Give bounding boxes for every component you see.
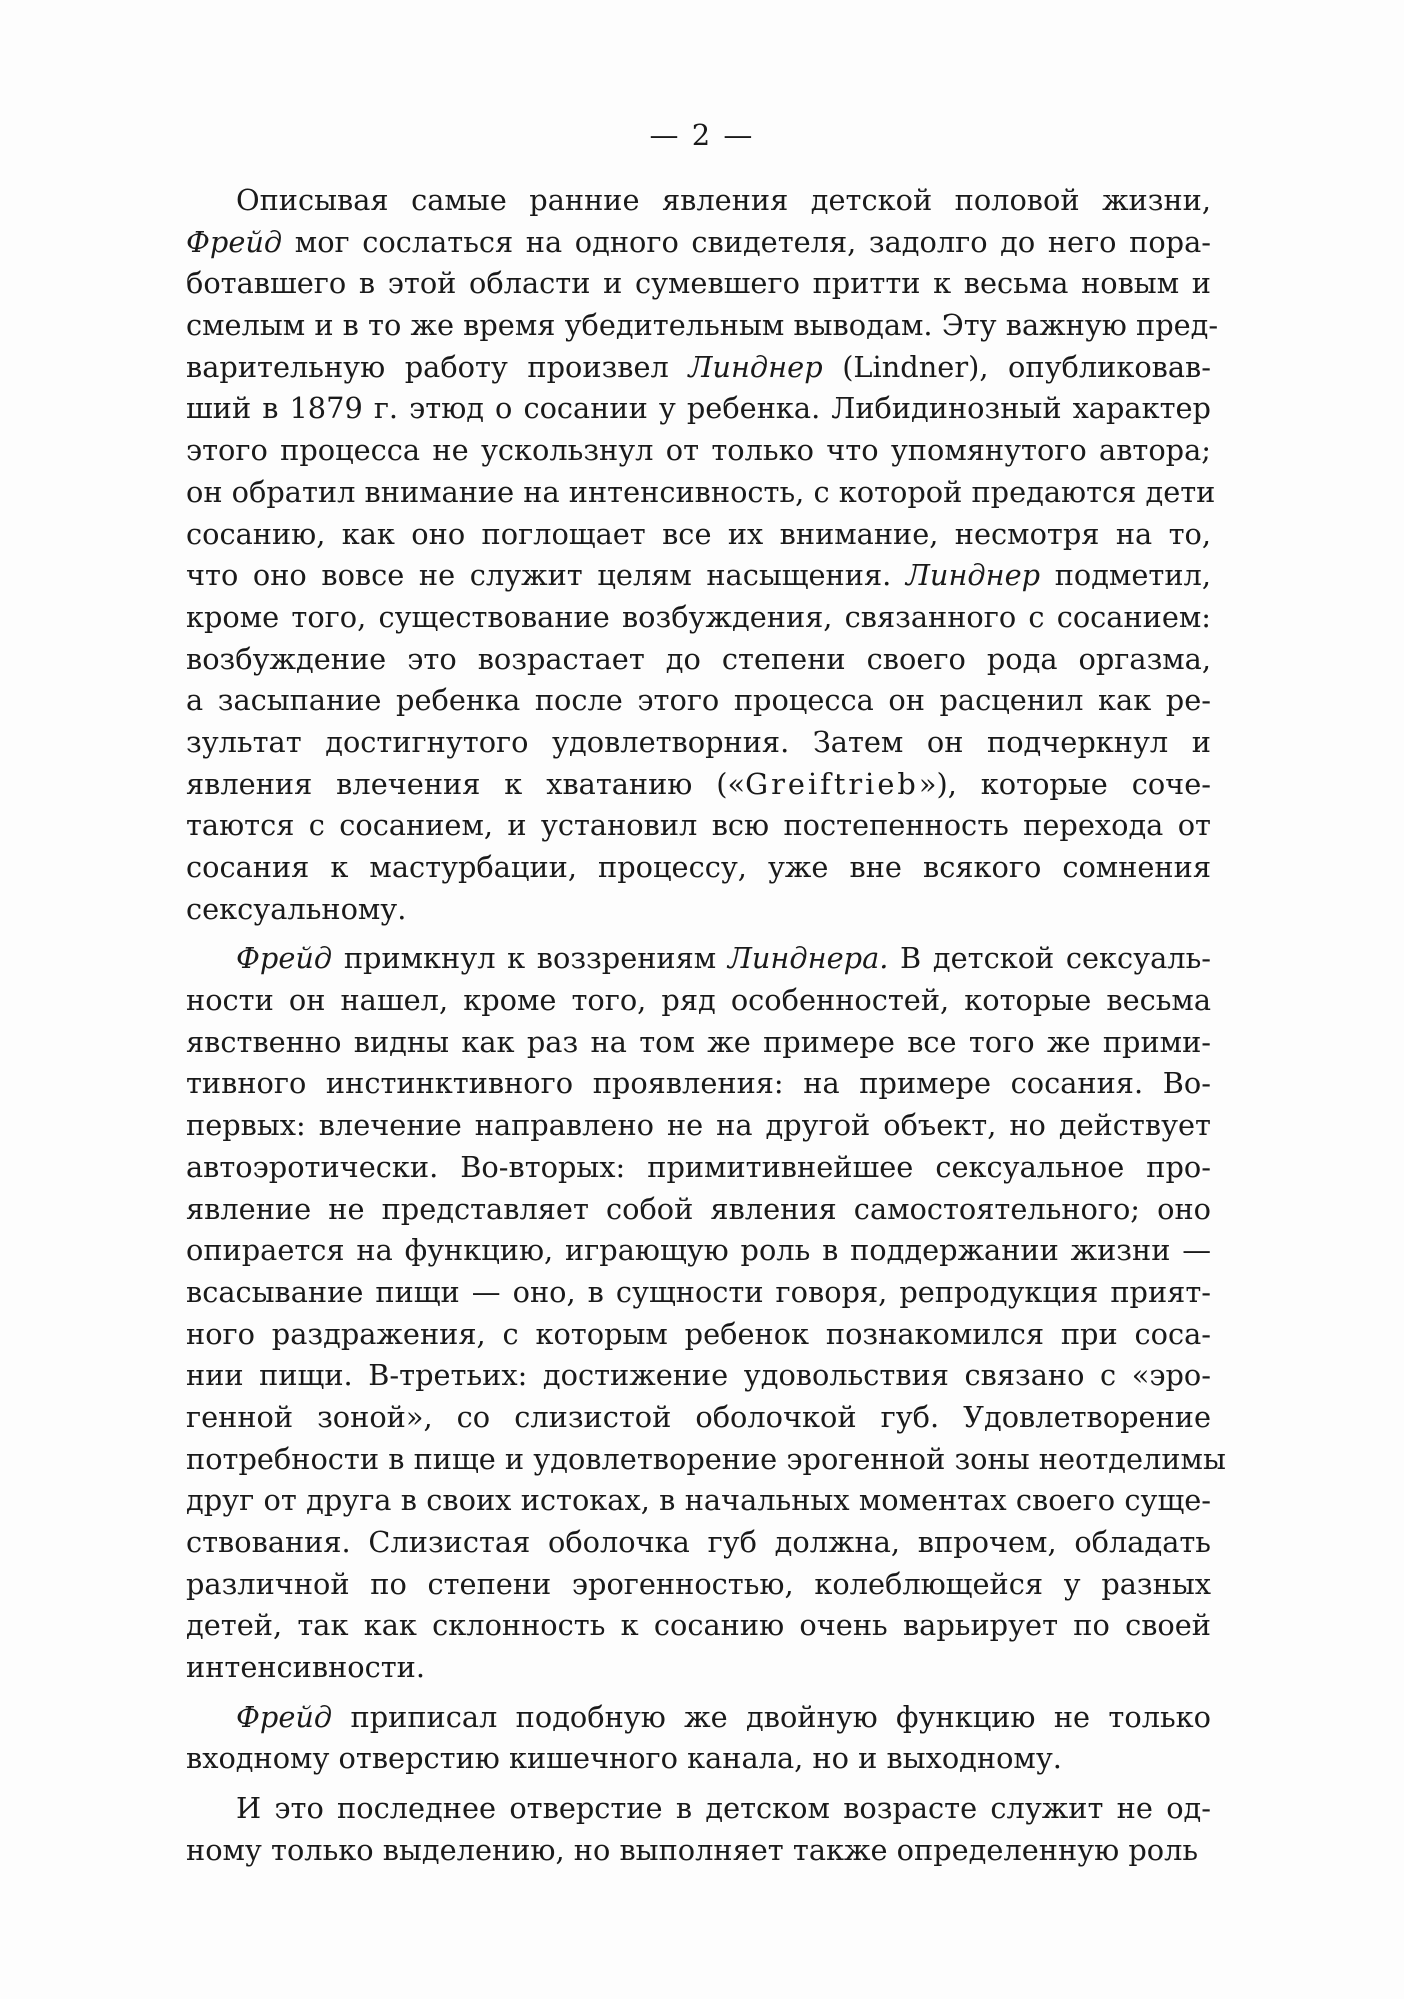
body-text: [186, 180, 1226, 1872]
text-segment: интенсивности.: [186, 1650, 426, 1685]
text-line: [186, 1647, 1211, 1689]
text-line: [186, 639, 1211, 681]
text-line: [186, 980, 1211, 1022]
text-line: [186, 847, 1211, 889]
text-line: [186, 1147, 1211, 1189]
text-line: [186, 1522, 1211, 1564]
text-line: [186, 1605, 1211, 1647]
text-segment: И это последнее отверстие в детском возрасте служит не од-: [236, 1791, 1211, 1826]
text-line: [186, 1314, 1211, 1356]
text-segment: ного раздражения, с которым ребенок познакомился при соса-: [186, 1316, 1211, 1351]
text-line: [186, 1105, 1211, 1147]
text-segment: всасывание пищи — оно, в сущности говоря, репродукция прият-: [186, 1274, 1211, 1309]
text-line: [186, 347, 1211, 389]
text-line: [186, 1355, 1211, 1397]
text-segment: В детской сексуаль-: [888, 941, 1211, 976]
spaced-term: Greiftrieb: [745, 766, 919, 801]
text-segment: »), которые соче-: [918, 766, 1211, 801]
text-segment: ботавшего в этой области и сумевшего притти к весьма новым и: [186, 266, 1211, 301]
italic-name: Фрейд: [236, 941, 333, 976]
text-line: [186, 514, 1211, 556]
text-line: [186, 1480, 1211, 1522]
text-segment: ности он нашел, кроме того, ряд особенностей, которые весьма: [186, 983, 1211, 1018]
italic-name: Линднер: [905, 558, 1041, 593]
text-segment: различной по степени эрогенностью, колеблющейся у разных: [186, 1566, 1211, 1601]
text-line: [186, 472, 1216, 514]
text-segment: Описывая самые ранние явления детской половой жизни,: [236, 183, 1211, 217]
text-segment: кроме того, существование возбуждения, связанного с сосанием:: [186, 599, 1211, 634]
italic-name: Линднера.: [727, 941, 889, 976]
text-segment: сосанию, как оно поглощает все их внимание, несмотря на то,: [186, 516, 1211, 551]
text-segment: примкнул к воззрениям: [332, 941, 728, 976]
text-line: [186, 180, 1211, 222]
text-segment: сексуальному.: [186, 891, 407, 926]
page-number: — 2 —: [649, 118, 755, 152]
text-line: [186, 680, 1211, 722]
text-line: [186, 555, 1211, 597]
text-segment: первых: влечение направлено не на другой объект, но действует: [186, 1108, 1211, 1143]
text-line: [186, 764, 1211, 806]
text-segment: ший в 1879 г. этюд о сосании у ребенка. Либидинозный характер: [186, 391, 1211, 426]
text-segment: (Lindner), опубликовав-: [822, 349, 1211, 384]
text-line: [186, 430, 1211, 472]
text-line: [186, 1738, 1211, 1780]
text-segment: опирается на функцию, играющую роль в поддержании жизни —: [186, 1233, 1211, 1268]
text-line: [186, 1697, 1211, 1739]
text-segment: явственно видны как раз на том же примере все того же прими-: [186, 1024, 1211, 1059]
text-line: [186, 1272, 1211, 1314]
text-segment: ному только выделению, но выполняет также определенную роль: [186, 1832, 1199, 1867]
text-segment: сосания к мастурбации, процессу, уже вне всякого сомнения: [186, 850, 1211, 884]
text-line: [186, 1830, 1211, 1872]
text-segment: мог сослаться на одного свидетеля, задолго до него пора-: [282, 224, 1211, 259]
text-line: [186, 388, 1211, 430]
text-line: [186, 889, 1211, 931]
text-line: [186, 722, 1211, 764]
text-segment: явление не представляет собой явления самостоятельного; оно: [186, 1191, 1211, 1226]
italic-name: Фрейд: [186, 224, 283, 259]
italic-name: Фрейд: [236, 1699, 333, 1734]
text-line: [186, 1788, 1211, 1830]
paragraph: [186, 1788, 1211, 1871]
text-segment: генной зоной», со слизистой оболочкой губ. Удовлетворение: [186, 1399, 1211, 1434]
paragraph: [186, 1697, 1211, 1780]
text-segment: зультат достигнутого удовлетворния. Затем он подчеркнул и: [186, 724, 1211, 759]
text-line: [186, 938, 1211, 980]
text-line: [186, 263, 1211, 305]
text-line: [186, 1564, 1211, 1606]
text-line: [186, 1397, 1211, 1439]
text-segment: тивного инстинктивного проявления: на примере сосания. Во-: [186, 1066, 1211, 1101]
text-segment: смелым и в то же время убедительным выводам. Эту важную пред-: [186, 308, 1219, 343]
text-line: [186, 1063, 1211, 1105]
text-segment: входному отверстию кишечного канала, но и выходному.: [186, 1741, 1062, 1776]
text-line: [186, 1189, 1211, 1231]
text-segment: этого процесса не ускользнул от только что упомянутого автора;: [186, 433, 1211, 468]
text-segment: таются с сосанием, и установил всю постепенность перехода от: [186, 808, 1211, 843]
text-segment: приписал подобную же двойную функцию не только: [332, 1699, 1211, 1734]
text-segment: потребности в пище и удовлетворение эрогенной зоны неотделимы: [186, 1441, 1226, 1476]
paragraph: [186, 180, 1219, 930]
text-line: [186, 1022, 1211, 1064]
text-line: [186, 597, 1211, 639]
text-segment: явления влечения к хватанию («: [186, 766, 746, 801]
text-segment: друг от друга в своих истоках, в начальных моментах своего суще-: [186, 1483, 1211, 1518]
text-segment: возбуждение это возрастает до степени своего рода оргазма,: [186, 641, 1211, 676]
text-segment: нии пищи. В-третьих: достижение удовольствия связано с «эро-: [186, 1358, 1211, 1393]
text-segment: что оно вовсе не служит целям насыщения.: [186, 558, 906, 593]
text-line: [186, 805, 1211, 847]
paragraph: [186, 938, 1226, 1688]
text-line: [186, 222, 1211, 264]
text-segment: детей, так как склонность к сосанию очень варьирует по своей: [186, 1608, 1211, 1643]
text-segment: он обратил внимание на интенсивность, с которой предаются дети: [186, 474, 1216, 509]
italic-name: Линднер: [688, 349, 823, 384]
text-line: [186, 1439, 1226, 1481]
text-segment: варительную работу произвел: [186, 349, 689, 384]
text-line: [186, 1230, 1211, 1272]
text-line: [186, 305, 1219, 347]
text-segment: автоэротически. Во-вторых: примитивнейшее сексуальное про-: [186, 1149, 1211, 1184]
text-segment: а засыпание ребенка после этого процесса он расценил как ре-: [186, 683, 1211, 718]
text-segment: подметил,: [1040, 558, 1211, 593]
text-segment: ствования. Слизистая оболочка губ должна, впрочем, обладать: [186, 1525, 1211, 1559]
